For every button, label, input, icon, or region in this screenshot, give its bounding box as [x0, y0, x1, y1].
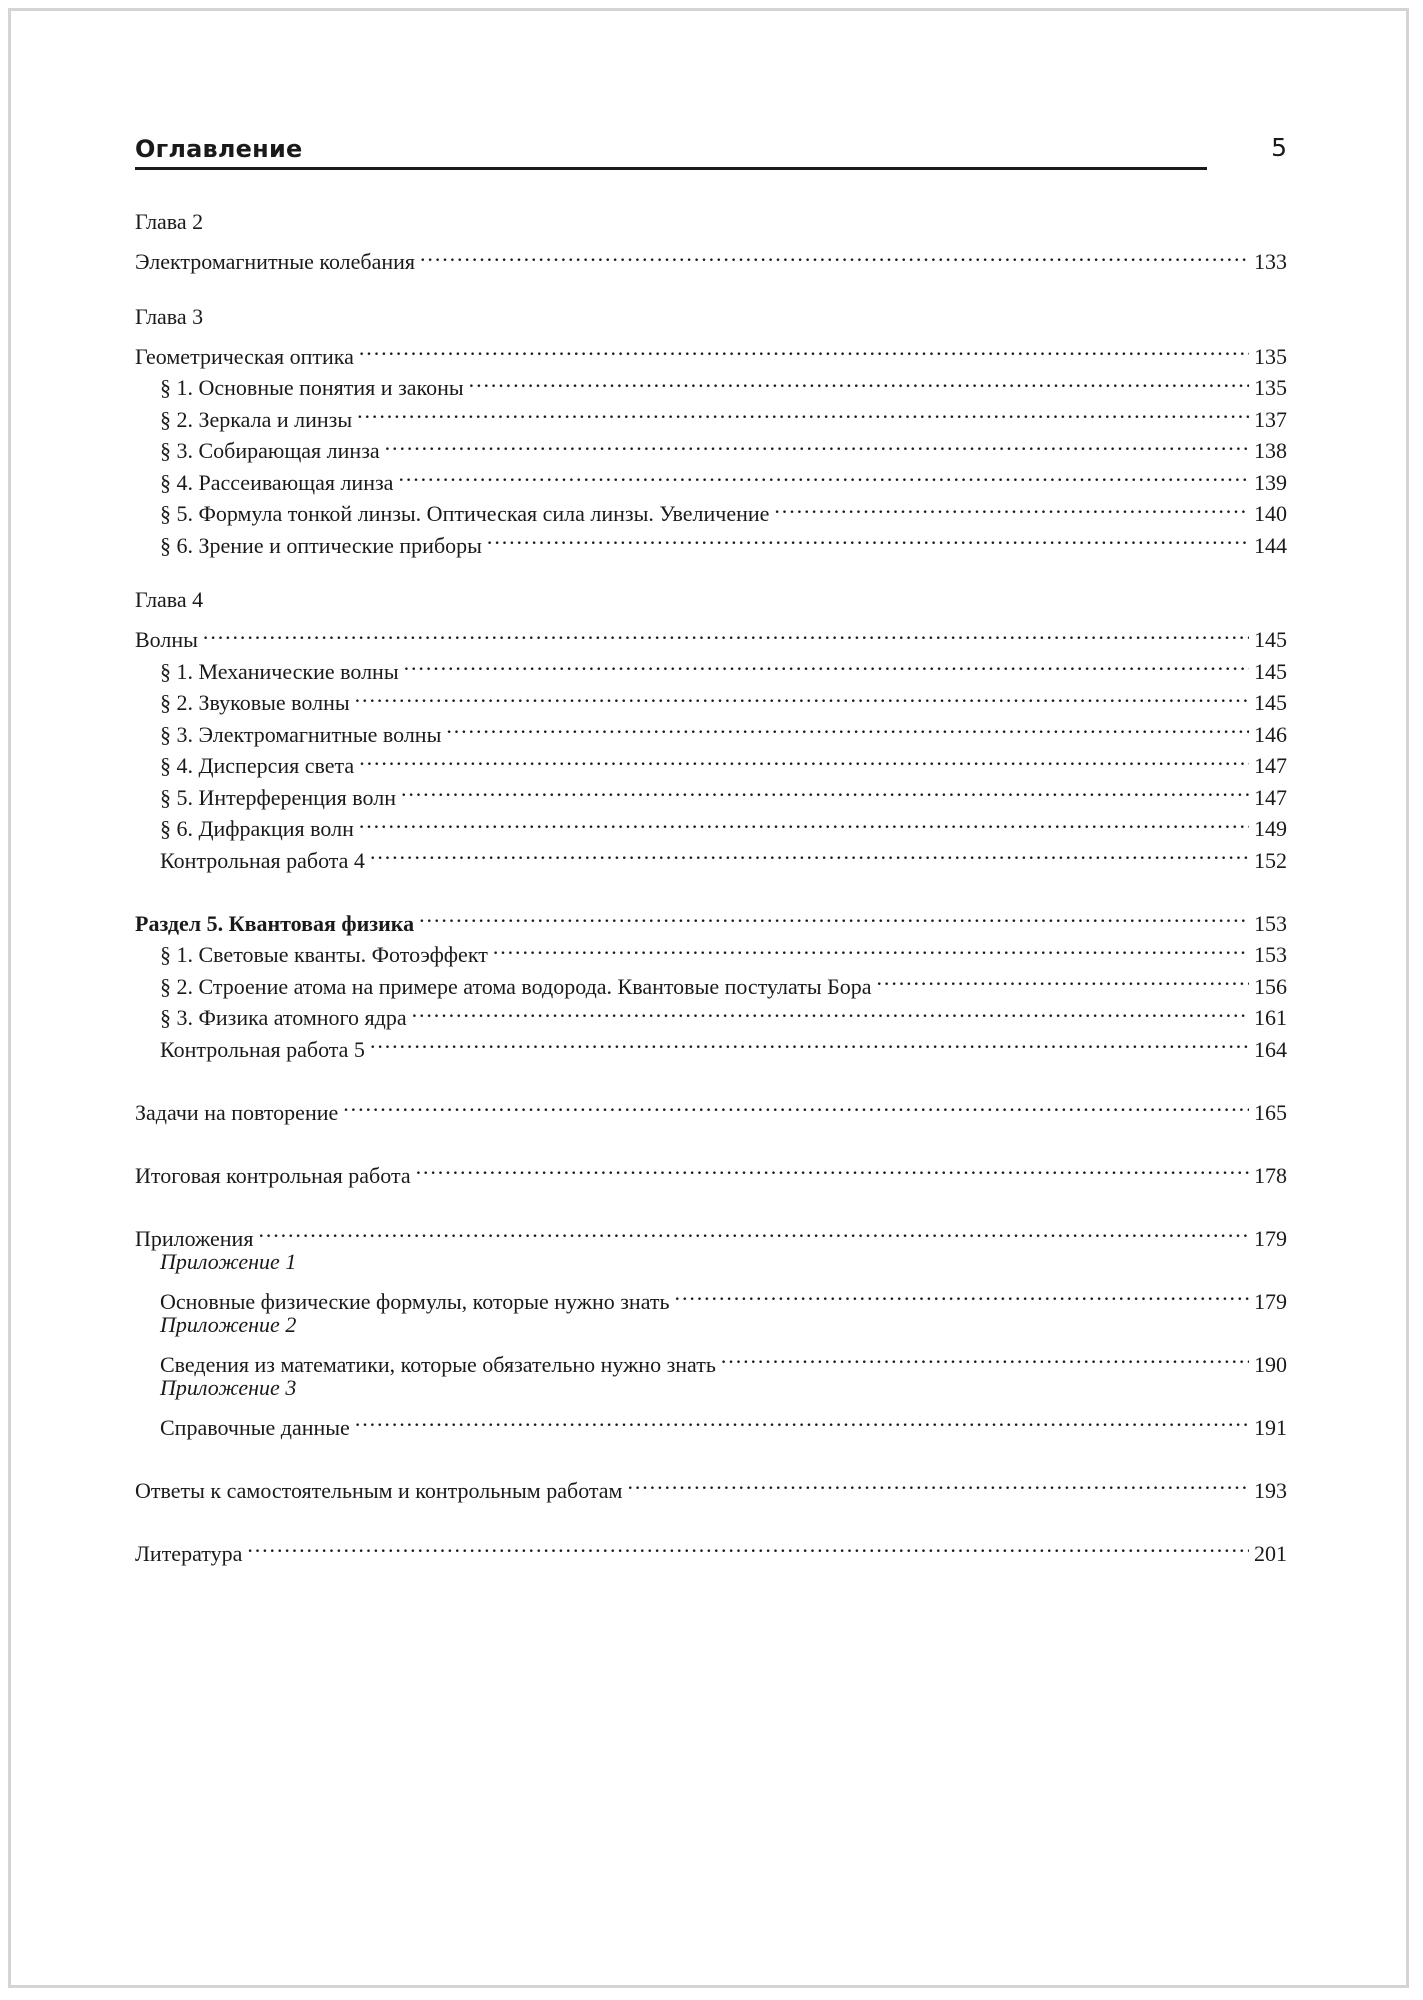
dot-leader	[370, 836, 1249, 868]
dot-leader	[469, 364, 1249, 396]
toc-entry-page: 144	[1254, 532, 1287, 558]
toc-entry-title: Геометрическая оптика	[135, 343, 354, 369]
toc-entry[interactable]	[135, 1088, 1287, 1125]
toc-entry-title: Контрольная работа 4	[160, 847, 365, 873]
dot-leader	[357, 395, 1249, 427]
toc-entry-page: 145	[1254, 627, 1287, 652]
dot-leader	[420, 238, 1249, 270]
appendix-label: Приложение 1	[160, 1248, 297, 1274]
dot-leader	[404, 647, 1249, 679]
dot-leader	[627, 1466, 1249, 1498]
toc-entry-page: 133	[1254, 249, 1287, 274]
toc-entry-title: § 6. Дифракция волн	[160, 816, 354, 841]
toc-entry-page: 138	[1254, 438, 1287, 463]
toc-entry-title: § 1. Световые кванты. Фотоэффект	[160, 942, 488, 967]
toc-entry-title: § 3. Физика атомного ядра	[160, 1005, 407, 1030]
dot-leader	[419, 899, 1249, 931]
dot-leader	[416, 1151, 1249, 1183]
dot-leader	[355, 679, 1249, 711]
toc-section-5	[135, 899, 1287, 1062]
dot-leader	[493, 931, 1249, 963]
dot-leader	[487, 521, 1249, 553]
toc-entry-page: 152	[1254, 847, 1287, 873]
toc-entry-page: 146	[1254, 721, 1287, 747]
toc-entry[interactable]	[135, 1529, 1287, 1566]
toc-entry-page: 145	[1254, 658, 1287, 684]
dot-leader	[359, 805, 1249, 837]
toc-entry-title: § 2. Звуковые волны	[160, 690, 350, 715]
appendix-label: Приложение 3	[160, 1374, 297, 1400]
toc-chapter-4	[135, 584, 1287, 873]
toc-entry-page: 135	[1254, 343, 1287, 369]
dot-leader	[385, 427, 1249, 459]
toc-entry-title: Итоговая контрольная работа	[135, 1162, 411, 1188]
dot-leader	[446, 710, 1249, 742]
toc-entry-page: 153	[1254, 910, 1287, 936]
toc-entry-title: Сведения из математики, которые обязательно нужно знать	[160, 1351, 716, 1377]
toc-entry-title: § 3. Собирающая линза	[160, 438, 380, 463]
toc-entry[interactable]	[135, 616, 1287, 652]
toc-entry[interactable]	[135, 899, 1287, 936]
toc-entry-page: 153	[1254, 942, 1287, 967]
toc-entry-page: 135	[1254, 375, 1287, 400]
toc-entry[interactable]	[135, 1403, 1287, 1440]
chapter-heading: Глава 2	[135, 209, 204, 234]
toc-entry-title: § 5. Формула тонкой линзы. Оптическая сила линзы. Увеличение	[160, 501, 770, 526]
toc-entry-title: § 6. Зрение и оптические приборы	[160, 532, 482, 558]
toc-entry-page: 165	[1254, 1099, 1287, 1125]
toc-entry[interactable]	[135, 1277, 1287, 1314]
toc-final-test	[135, 1151, 1287, 1188]
toc-entry-title: § 1. Основные понятия и законы	[160, 375, 464, 400]
chapter-heading: Глава 3	[135, 303, 204, 329]
toc-entry-page: 147	[1254, 784, 1287, 810]
toc-entry-title: Литература	[135, 1540, 243, 1566]
dot-leader	[258, 1214, 1249, 1246]
toc-entry-title: § 4. Дисперсия света	[160, 753, 355, 778]
toc-entry-title: Электромагнитные колебания	[135, 249, 416, 274]
appendix-label: Приложение 2	[160, 1311, 297, 1337]
dot-leader	[247, 1529, 1249, 1561]
toc-entry-title: § 3. Электромагнитные волны	[160, 721, 442, 747]
dot-leader	[343, 1088, 1249, 1120]
toc-entry-title: § 1. Механические волны	[160, 658, 399, 684]
toc-entry-page: 156	[1254, 973, 1287, 999]
toc-appendices	[135, 1214, 1287, 1440]
dot-leader	[370, 1025, 1249, 1057]
toc-entry-page: 145	[1254, 690, 1287, 715]
dot-leader	[401, 773, 1249, 805]
toc-entry-page: 179	[1254, 1225, 1287, 1251]
toc-entry-page: 149	[1254, 816, 1287, 841]
dot-leader	[412, 994, 1249, 1026]
toc-entry[interactable]	[135, 647, 1287, 684]
toc-entry-page: 190	[1254, 1351, 1287, 1377]
toc-entry-page: 178	[1254, 1162, 1287, 1188]
running-header	[135, 130, 1287, 170]
dot-leader	[774, 490, 1249, 522]
toc-entry-page: 147	[1254, 753, 1287, 778]
toc-answers	[135, 1466, 1287, 1503]
toc-entry-title: Справочные данные	[160, 1414, 350, 1440]
toc-entry-title: § 2. Зеркала и линзы	[160, 406, 353, 432]
toc-entry[interactable]	[135, 1214, 1287, 1251]
dot-leader	[203, 616, 1249, 648]
toc-entry-page: 139	[1254, 469, 1287, 495]
toc-entry-title: Приложения	[135, 1225, 254, 1251]
toc-entry[interactable]	[135, 332, 1287, 369]
toc-entry-page: 179	[1254, 1288, 1287, 1314]
header-rule	[135, 167, 1207, 170]
chapter-heading: Глава 4	[135, 587, 204, 612]
dot-leader	[359, 332, 1249, 364]
toc-entry-page: 201	[1254, 1540, 1287, 1566]
page-number: 5	[1271, 133, 1287, 162]
toc-entry-title: Волны	[135, 627, 198, 652]
toc-entry[interactable]	[135, 1151, 1287, 1188]
toc-entry[interactable]	[135, 1340, 1287, 1377]
running-title: Оглавление	[135, 135, 303, 163]
toc-entry-title: Задачи на повторение	[135, 1099, 339, 1125]
toc-chapter-3	[135, 301, 1287, 558]
toc-entry[interactable]	[135, 238, 1287, 274]
toc-entry-title: § 5. Интерференция волн	[160, 784, 396, 810]
dot-leader	[721, 1340, 1249, 1372]
dot-leader	[355, 1403, 1249, 1435]
toc-entry-page: 140	[1254, 501, 1287, 526]
toc-entry[interactable]	[135, 1466, 1287, 1503]
dot-leader	[675, 1277, 1249, 1309]
toc-entry-title: Основные физические формулы, которые нужно знать	[160, 1288, 670, 1314]
table-of-contents	[135, 206, 1287, 1592]
toc-entry-page: 193	[1254, 1477, 1287, 1503]
toc-entry-page: 137	[1254, 406, 1287, 432]
dot-leader	[359, 742, 1249, 774]
toc-literature	[135, 1529, 1287, 1566]
toc-entry-title: Ответы к самостоятельным и контрольным работам	[135, 1477, 623, 1503]
toc-entry-page: 161	[1254, 1005, 1287, 1030]
toc-entry-page: 164	[1254, 1036, 1287, 1062]
toc-review	[135, 1088, 1287, 1125]
toc-entry-title: Контрольная работа 5	[160, 1036, 365, 1062]
toc-entry-title: § 4. Рассеивающая линза	[160, 469, 394, 495]
dot-leader	[877, 962, 1249, 994]
dot-leader	[398, 458, 1249, 490]
toc-entry-title: § 2. Строение атома на примере атома водорода. Квантовые постулаты Бора	[160, 973, 872, 999]
toc-chapter-2	[135, 206, 1287, 274]
toc-entry-page: 191	[1254, 1414, 1287, 1440]
section-title: Раздел 5. Квантовая физика	[135, 910, 415, 936]
